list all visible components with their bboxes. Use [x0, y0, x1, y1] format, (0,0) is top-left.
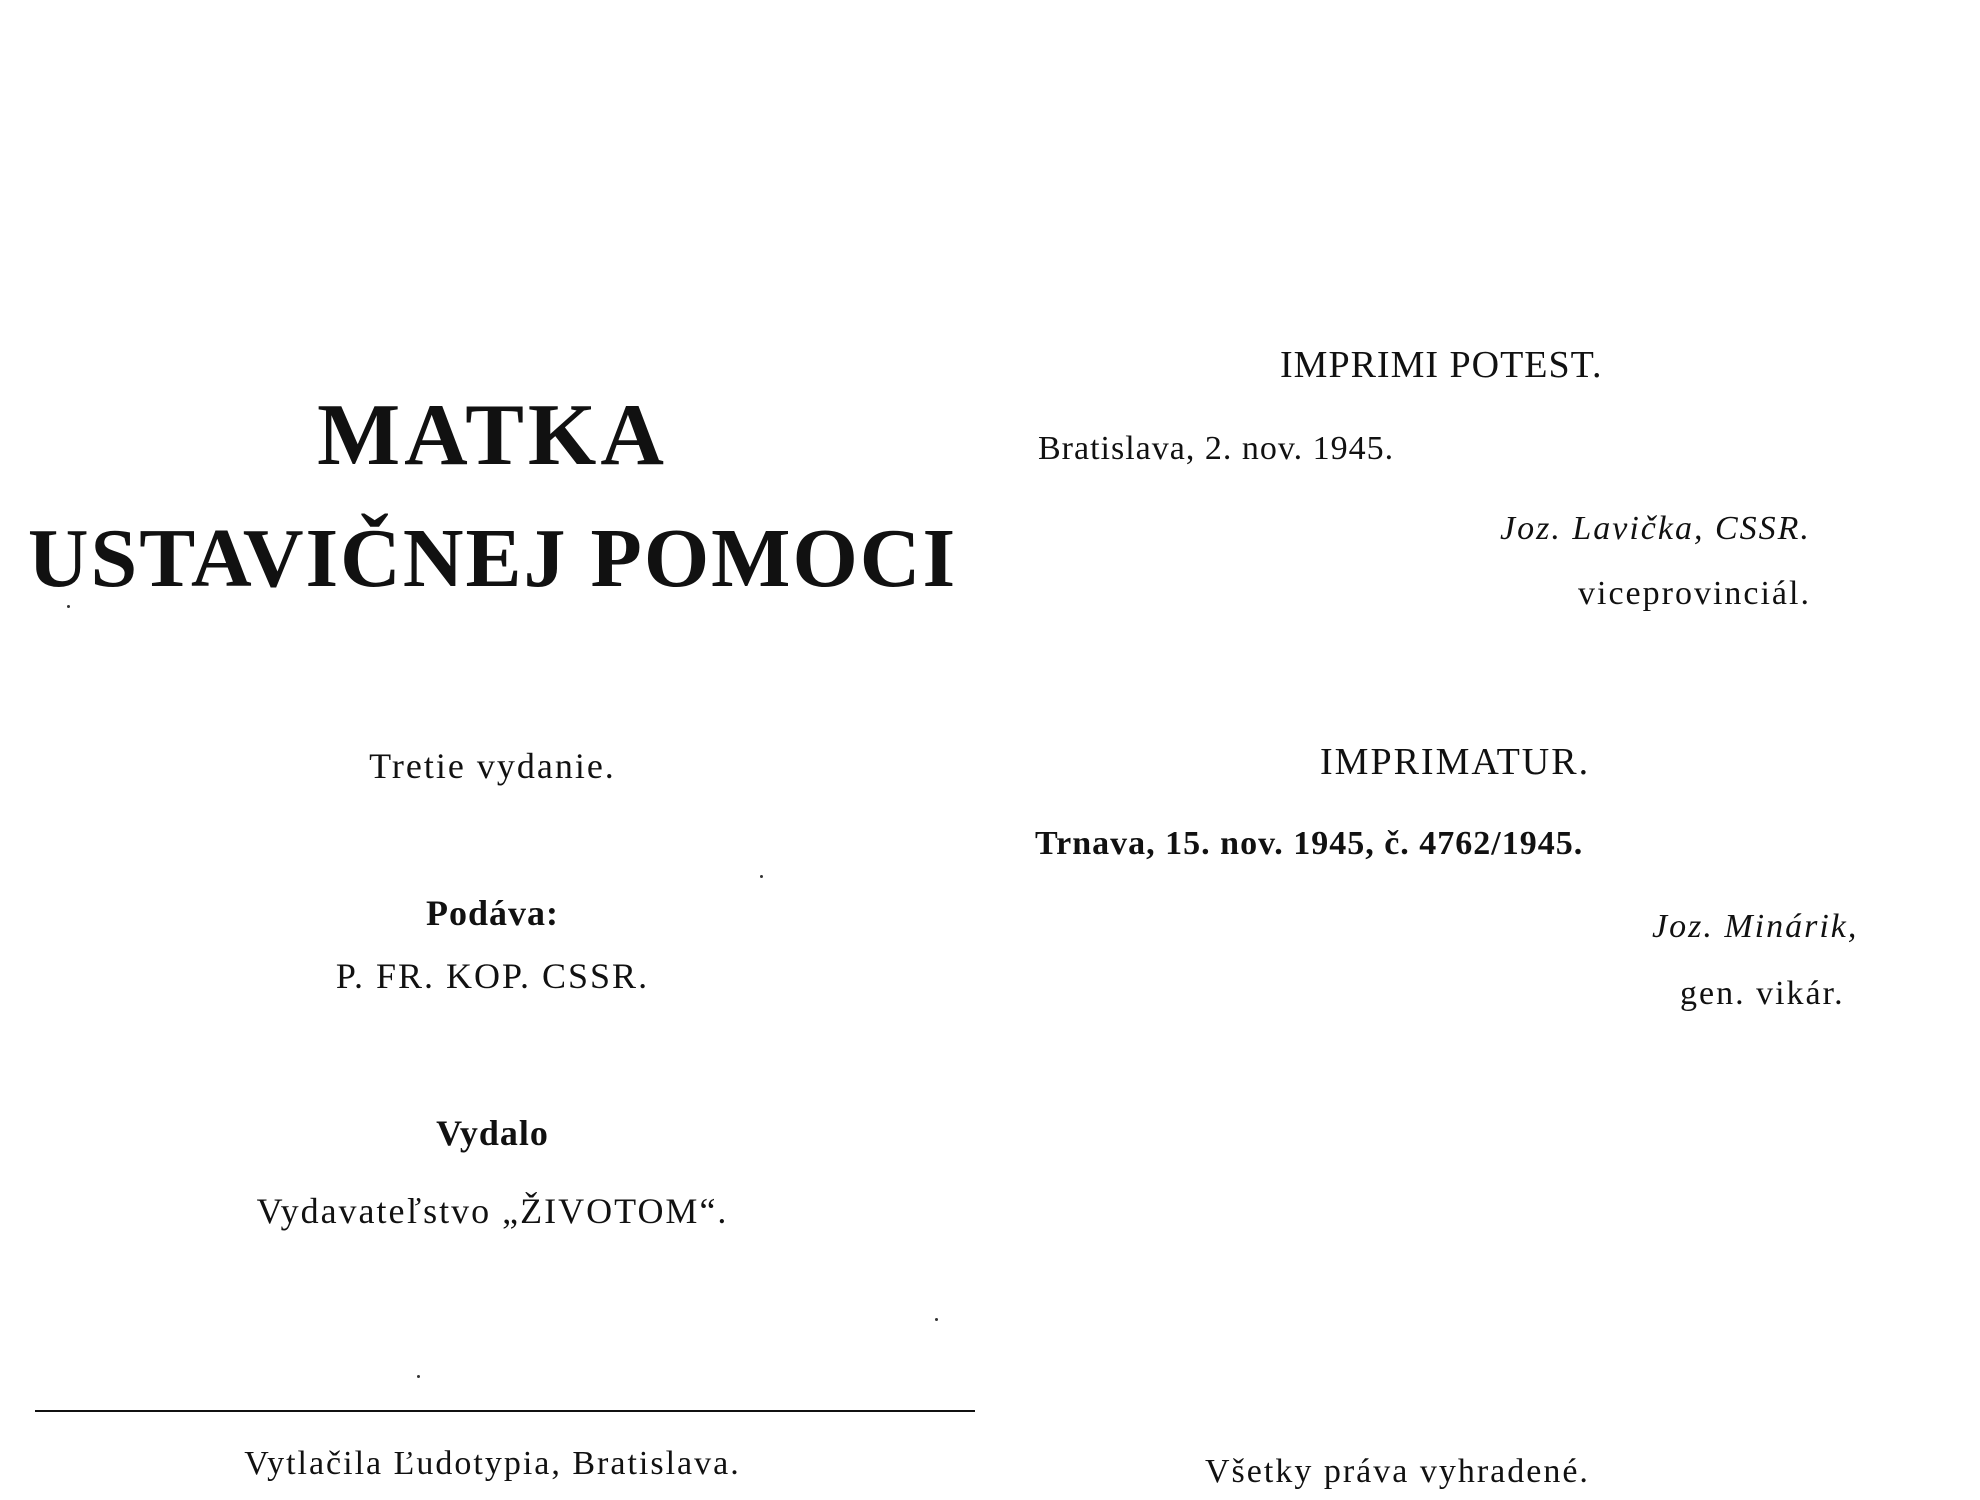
imprimatur-place-date: Trnava, 15. nov. 1945, č. 4762/1945. [1035, 825, 1584, 862]
title-line-2: USTAVIČNEJ POMOCI [27, 512, 958, 605]
published-label: Vydalo [436, 1113, 549, 1153]
imprimi-potest-role: viceprovinciál. [1578, 575, 1811, 612]
presented-by-name: P. FR. KOP. CSSR. [335, 956, 650, 996]
imprimi-potest-heading: IMPRIMI POTEST. [1280, 344, 1603, 386]
printer-credit: Vytlačila Ľudotypia, Bratislava. [244, 1445, 741, 1482]
publisher-name: Vydavateľstvo „ŽIVOTOM“. [256, 1191, 729, 1231]
print-speck [760, 875, 763, 878]
rights-notice: Všetky práva vyhradené. [1205, 1453, 1590, 1490]
edition-note: Tretie vydanie. [369, 746, 616, 786]
imprimatur-heading: IMPRIMATUR. [1320, 741, 1591, 783]
imprimatur-signatory: Joz. Minárik, [1652, 908, 1859, 945]
imprimi-potest-place-date: Bratislava, 2. nov. 1945. [1038, 430, 1395, 467]
print-speck [67, 605, 70, 608]
imprimatur-role: gen. vikár. [1680, 975, 1845, 1012]
footer-divider [35, 1410, 975, 1412]
print-speck [935, 1318, 938, 1321]
title-line-1: MATKA [317, 387, 668, 484]
print-speck [417, 1375, 420, 1378]
imprimi-potest-signatory: Joz. Lavička, CSSR. [1500, 510, 1811, 547]
presented-by-label: Podáva: [426, 893, 559, 933]
